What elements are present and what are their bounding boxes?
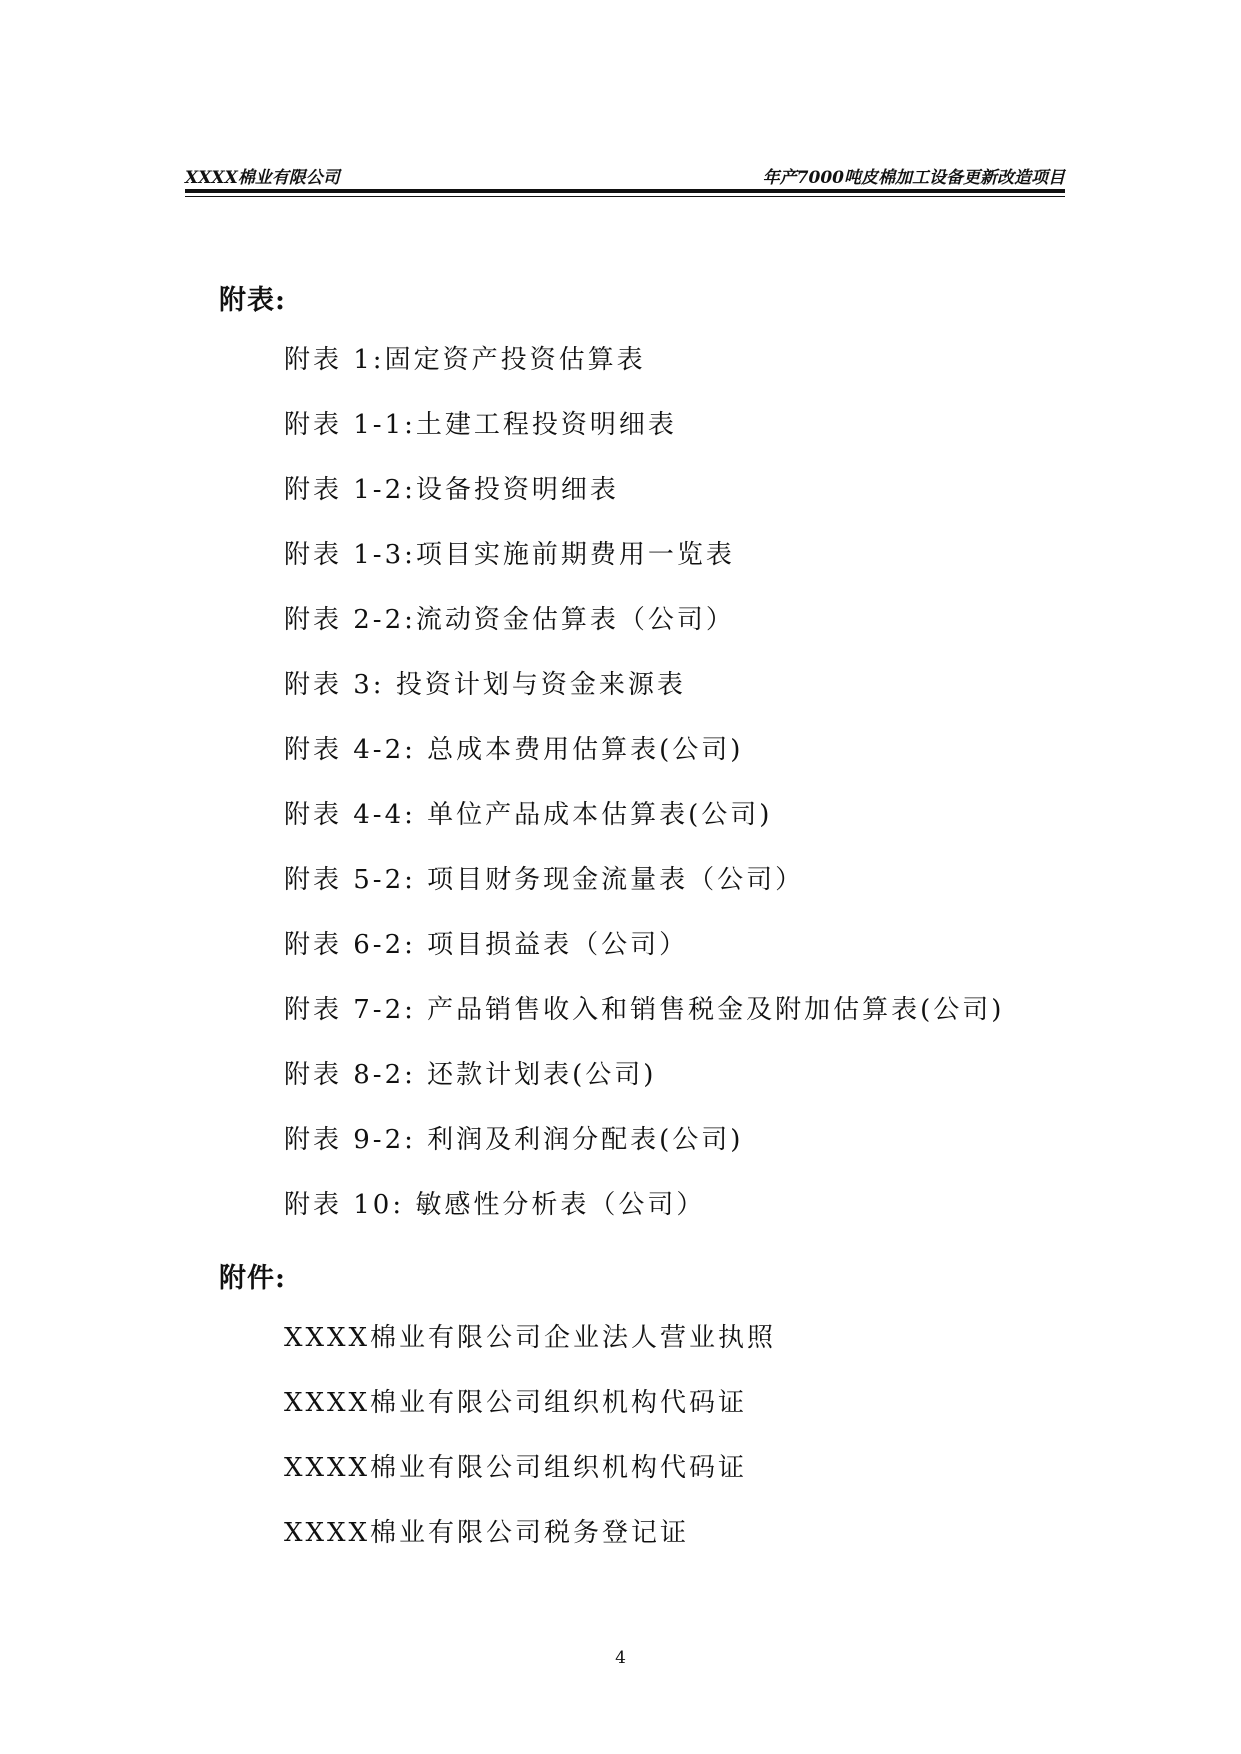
list-item: 附表 5-2: 项目财务现金流量表（公司）: [284, 865, 805, 895]
list-item: 附表 3: 投资计划与资金来源表: [284, 670, 686, 700]
list-item: 附表 4-4: 单位产品成本估算表(公司): [284, 800, 773, 830]
header-project-title: 年产7000吨皮棉加工设备更新改造项目: [762, 168, 1065, 188]
list-item: XXXX棉业有限公司税务登记证: [284, 1518, 690, 1548]
list-item: 附表 6-2: 项目损益表（公司）: [284, 930, 689, 960]
appendix-tables-heading: 附表:: [219, 285, 286, 316]
attachments-heading: 附件:: [219, 1263, 286, 1294]
list-item: 附表 8-2: 还款计划表(公司): [284, 1060, 657, 1090]
list-item: 附表 4-2: 总成本费用估算表(公司): [284, 735, 744, 765]
list-item: 附表 1-1:土建工程投资明细表: [284, 410, 677, 440]
list-item: XXXX棉业有限公司企业法人营业执照: [284, 1323, 777, 1353]
page-number: 4: [615, 1648, 626, 1668]
list-item: 附表 1:固定资产投资估算表: [284, 345, 646, 375]
list-item: 附表 2-2:流动资金估算表（公司）: [284, 605, 735, 635]
header-company-name: XXXX棉业有限公司: [185, 168, 340, 188]
header-rule-thick: [185, 189, 1065, 193]
attachments-list: [284, 1306, 776, 1566]
list-item: XXXX棉业有限公司组织机构代码证: [284, 1388, 748, 1418]
appendix-tables-list: [284, 328, 1004, 1238]
list-item: 附表 1-2:设备投资明细表: [284, 475, 619, 505]
list-item: 附表 10: 敏感性分析表（公司）: [284, 1190, 706, 1220]
list-item: 附表 7-2: 产品销售收入和销售税金及附加估算表(公司): [284, 995, 1005, 1025]
page-header: [185, 163, 1065, 187]
header-rule-thin: [185, 196, 1065, 197]
list-item: 附表 1-3:项目实施前期费用一览表: [284, 540, 735, 570]
list-item: XXXX棉业有限公司组织机构代码证: [284, 1453, 748, 1483]
list-item: 附表 9-2: 利润及利润分配表(公司): [284, 1125, 744, 1155]
